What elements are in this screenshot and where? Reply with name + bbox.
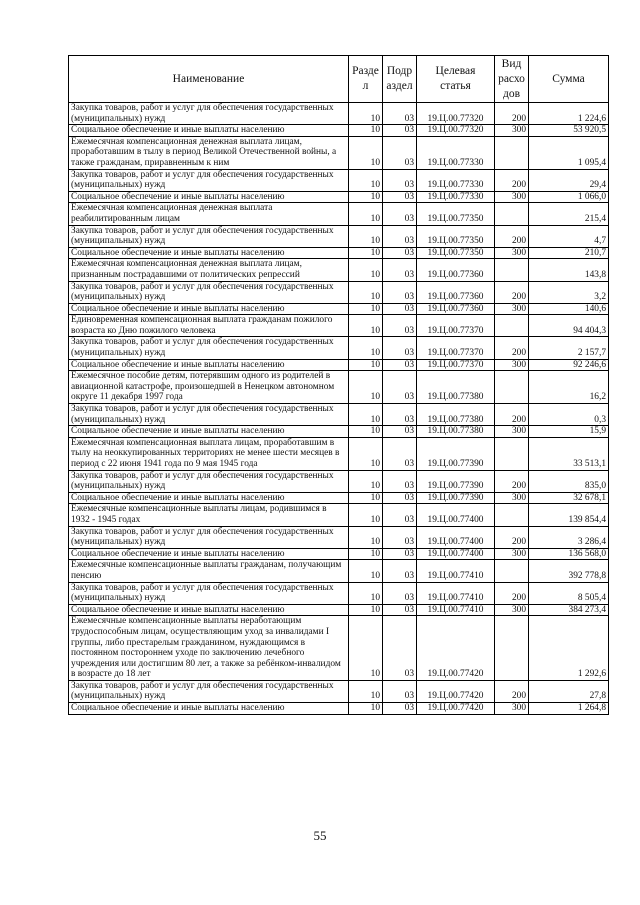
table-row: [69, 426, 609, 438]
cell-amount: 392 778,8: [529, 560, 609, 582]
cell-target: 19.Ц.00.77350: [417, 225, 495, 247]
cell-target: 19.Ц.00.77360: [417, 259, 495, 281]
cell-amount: 3,2: [529, 281, 609, 303]
cell-section: 10: [349, 470, 383, 492]
cell-subsection: 03: [383, 560, 417, 582]
cell-amount: 140,6: [529, 303, 609, 315]
cell-subsection: 03: [383, 680, 417, 702]
cell-subsection: 03: [383, 470, 417, 492]
table-row: [69, 404, 609, 426]
cell-target: 19.Ц.00.77330: [417, 169, 495, 191]
cell-name: Социальное обеспечение и иные выплаты населению: [69, 247, 349, 259]
cell-target: 19.Ц.00.77360: [417, 281, 495, 303]
cell-amount: 94 404,3: [529, 315, 609, 337]
cell-section: 10: [349, 582, 383, 604]
cell-amount: 139 854,4: [529, 504, 609, 526]
header-expense-type: Вид расхо дов: [495, 56, 529, 103]
cell-name: Социальное обеспечение и иные выплаты населению: [69, 604, 349, 616]
cell-subsection: 03: [383, 604, 417, 616]
cell-target: 19.Ц.00.77410: [417, 560, 495, 582]
cell-target: 19.Ц.00.77390: [417, 470, 495, 492]
cell-section: 10: [349, 281, 383, 303]
cell-section: 10: [349, 616, 383, 681]
cell-target: 19.Ц.00.77320: [417, 103, 495, 125]
header-subsection: Подр аздел: [383, 56, 417, 103]
cell-subsection: 03: [383, 504, 417, 526]
cell-amount: 33 513,1: [529, 437, 609, 470]
cell-target: 19.Ц.00.77420: [417, 616, 495, 681]
cell-target: 19.Ц.00.77400: [417, 504, 495, 526]
cell-subsection: 03: [383, 426, 417, 438]
cell-section: 10: [349, 604, 383, 616]
table-row: [69, 103, 609, 125]
cell-expense-type: 300: [495, 359, 529, 371]
table-row: [69, 492, 609, 504]
cell-section: 10: [349, 259, 383, 281]
cell-subsection: 03: [383, 437, 417, 470]
cell-expense-type: [495, 560, 529, 582]
cell-expense-type: [495, 616, 529, 681]
cell-section: 10: [349, 437, 383, 470]
cell-expense-type: 200: [495, 582, 529, 604]
cell-expense-type: 300: [495, 548, 529, 560]
table-row: [69, 259, 609, 281]
cell-name: Социальное обеспечение и иные выплаты населению: [69, 125, 349, 137]
cell-name: Закупка товаров, работ и услуг для обеспечения государственных (муниципальных) нужд: [69, 680, 349, 702]
cell-target: 19.Ц.00.77380: [417, 426, 495, 438]
cell-section: 10: [349, 103, 383, 125]
cell-target: 19.Ц.00.77410: [417, 604, 495, 616]
cell-target: 19.Ц.00.77350: [417, 203, 495, 225]
cell-amount: 27,8: [529, 680, 609, 702]
cell-name: Закупка товаров, работ и услуг для обеспечения государственных (муниципальных) нужд: [69, 404, 349, 426]
cell-section: 10: [349, 191, 383, 203]
cell-amount: 215,4: [529, 203, 609, 225]
cell-section: 10: [349, 371, 383, 404]
cell-amount: 15,9: [529, 426, 609, 438]
cell-subsection: 03: [383, 125, 417, 137]
cell-section: 10: [349, 504, 383, 526]
cell-name: Ежемесячные компенсационные выплаты неработающим трудоспособным лицам, осуществляющим уход за инвалидами I группы, либо престарелым гражданином, нуждающимся в постоянном постороннем уходе по заключению лечебного учреждения или достигшим 80 лет, а также за ребёнком-инвалидом в возрасте до 18 лет: [69, 616, 349, 681]
cell-amount: 835,0: [529, 470, 609, 492]
cell-section: 10: [349, 548, 383, 560]
cell-subsection: 03: [383, 191, 417, 203]
cell-amount: 2 157,7: [529, 337, 609, 359]
cell-amount: 1 066,0: [529, 191, 609, 203]
cell-expense-type: 300: [495, 247, 529, 259]
cell-expense-type: 300: [495, 191, 529, 203]
cell-amount: 1 264,8: [529, 703, 609, 715]
cell-subsection: 03: [383, 259, 417, 281]
cell-subsection: 03: [383, 103, 417, 125]
cell-subsection: 03: [383, 337, 417, 359]
cell-name: Закупка товаров, работ и услуг для обеспечения государственных (муниципальных) нужд: [69, 470, 349, 492]
cell-expense-type: 300: [495, 703, 529, 715]
table-row: [69, 470, 609, 492]
cell-section: 10: [349, 359, 383, 371]
cell-subsection: 03: [383, 225, 417, 247]
cell-section: 10: [349, 136, 383, 169]
cell-amount: 4,7: [529, 225, 609, 247]
cell-amount: 384 273,4: [529, 604, 609, 616]
cell-section: 10: [349, 203, 383, 225]
cell-amount: 1 224,6: [529, 103, 609, 125]
table-header-row: [69, 56, 609, 103]
cell-expense-type: 300: [495, 492, 529, 504]
cell-subsection: 03: [383, 169, 417, 191]
cell-name: Социальное обеспечение и иные выплаты населению: [69, 492, 349, 504]
table-row: [69, 371, 609, 404]
table-row: [69, 225, 609, 247]
cell-section: 10: [349, 404, 383, 426]
cell-target: 19.Ц.00.77420: [417, 703, 495, 715]
cell-section: 10: [349, 315, 383, 337]
cell-name: Закупка товаров, работ и услуг для обеспечения государственных (муниципальных) нужд: [69, 169, 349, 191]
cell-amount: 29,4: [529, 169, 609, 191]
table-row: [69, 526, 609, 548]
cell-expense-type: [495, 315, 529, 337]
cell-section: 10: [349, 337, 383, 359]
header-amount: Сумма: [529, 56, 609, 103]
cell-expense-type: 300: [495, 426, 529, 438]
cell-subsection: 03: [383, 371, 417, 404]
table-row: [69, 169, 609, 191]
cell-amount: 3 286,4: [529, 526, 609, 548]
cell-target: 19.Ц.00.77350: [417, 247, 495, 259]
cell-name: Закупка товаров, работ и услуг для обеспечения государственных (муниципальных) нужд: [69, 103, 349, 125]
cell-target: 19.Ц.00.77400: [417, 526, 495, 548]
cell-expense-type: 200: [495, 103, 529, 125]
table-row: [69, 504, 609, 526]
cell-name: Единовременная компенсационная выплата гражданам пожилого возраста ко Дню пожилого человека: [69, 315, 349, 337]
table-row: [69, 337, 609, 359]
cell-target: 19.Ц.00.77380: [417, 371, 495, 404]
table-row: [69, 616, 609, 681]
cell-expense-type: 200: [495, 225, 529, 247]
table-body: [69, 103, 609, 715]
cell-name: Закупка товаров, работ и услуг для обеспечения государственных (муниципальных) нужд: [69, 582, 349, 604]
table-row: [69, 680, 609, 702]
header-section: Разде л: [349, 56, 383, 103]
cell-expense-type: [495, 504, 529, 526]
cell-name: Социальное обеспечение и иные выплаты населению: [69, 548, 349, 560]
cell-target: 19.Ц.00.77370: [417, 337, 495, 359]
table-row: [69, 437, 609, 470]
budget-table-sheet: [68, 55, 608, 715]
cell-name: Социальное обеспечение и иные выплаты населению: [69, 426, 349, 438]
cell-subsection: 03: [383, 548, 417, 560]
cell-subsection: 03: [383, 359, 417, 371]
cell-amount: 32 678,1: [529, 492, 609, 504]
table-row: [69, 191, 609, 203]
cell-name: Закупка товаров, работ и услуг для обеспечения государственных (муниципальных) нужд: [69, 225, 349, 247]
cell-amount: 136 568,0: [529, 548, 609, 560]
cell-subsection: 03: [383, 703, 417, 715]
header-target: Целевая статья: [417, 56, 495, 103]
cell-section: 10: [349, 680, 383, 702]
cell-section: 10: [349, 247, 383, 259]
cell-expense-type: [495, 203, 529, 225]
cell-expense-type: [495, 136, 529, 169]
cell-target: 19.Ц.00.77320: [417, 125, 495, 137]
cell-amount: 1 095,4: [529, 136, 609, 169]
table-row: [69, 136, 609, 169]
cell-name: Ежемесячные компенсационные выплаты лицам, родившимся в 1932 - 1945 годах: [69, 504, 349, 526]
cell-expense-type: 200: [495, 526, 529, 548]
cell-subsection: 03: [383, 136, 417, 169]
cell-name: Закупка товаров, работ и услуг для обеспечения государственных (муниципальных) нужд: [69, 337, 349, 359]
cell-subsection: 03: [383, 247, 417, 259]
cell-target: 19.Ц.00.77420: [417, 680, 495, 702]
cell-target: 19.Ц.00.77330: [417, 191, 495, 203]
cell-name: Ежемесячные компенсационные выплаты гражданам, получающим пенсию: [69, 560, 349, 582]
cell-expense-type: 200: [495, 470, 529, 492]
table-row: [69, 604, 609, 616]
cell-section: 10: [349, 225, 383, 247]
cell-section: 10: [349, 125, 383, 137]
cell-expense-type: 300: [495, 125, 529, 137]
cell-subsection: 03: [383, 303, 417, 315]
cell-amount: 1 292,6: [529, 616, 609, 681]
cell-target: 19.Ц.00.77390: [417, 437, 495, 470]
cell-section: 10: [349, 303, 383, 315]
cell-name: Ежемесячная компенсационная денежная выплата лицам, проработавшим в тылу в период Великой Отечественной войны, а также гражданам, приравненным к ним: [69, 136, 349, 169]
cell-expense-type: 200: [495, 680, 529, 702]
cell-target: 19.Ц.00.77370: [417, 359, 495, 371]
cell-amount: 92 246,6: [529, 359, 609, 371]
cell-expense-type: [495, 259, 529, 281]
table-row: [69, 315, 609, 337]
cell-name: Ежемесячная компенсационная выплата лицам, проработавшим в тылу на неоккупированных территориях не менее шести месяцев в период с 22 июня 1941 года по 9 мая 1945 года: [69, 437, 349, 470]
cell-expense-type: 200: [495, 404, 529, 426]
cell-target: 19.Ц.00.77380: [417, 404, 495, 426]
header-name: Наименование: [69, 56, 349, 103]
cell-section: 10: [349, 526, 383, 548]
table-row: [69, 548, 609, 560]
cell-name: Социальное обеспечение и иные выплаты населению: [69, 303, 349, 315]
cell-section: 10: [349, 426, 383, 438]
cell-section: 10: [349, 560, 383, 582]
cell-subsection: 03: [383, 315, 417, 337]
cell-name: Закупка товаров, работ и услуг для обеспечения государственных (муниципальных) нужд: [69, 281, 349, 303]
cell-target: 19.Ц.00.77360: [417, 303, 495, 315]
cell-expense-type: [495, 371, 529, 404]
table-row: [69, 303, 609, 315]
cell-amount: 143,8: [529, 259, 609, 281]
cell-name: Социальное обеспечение и иные выплаты населению: [69, 359, 349, 371]
cell-subsection: 03: [383, 203, 417, 225]
cell-expense-type: [495, 437, 529, 470]
cell-target: 19.Ц.00.77390: [417, 492, 495, 504]
cell-expense-type: 200: [495, 169, 529, 191]
cell-target: 19.Ц.00.77370: [417, 315, 495, 337]
table-row: [69, 359, 609, 371]
cell-amount: 8 505,4: [529, 582, 609, 604]
table-row: [69, 703, 609, 715]
page-number: 55: [313, 828, 327, 843]
cell-subsection: 03: [383, 492, 417, 504]
cell-amount: 53 920,5: [529, 125, 609, 137]
budget-table: [68, 55, 609, 715]
table-row: [69, 560, 609, 582]
table-row: [69, 203, 609, 225]
cell-subsection: 03: [383, 616, 417, 681]
cell-amount: 210,7: [529, 247, 609, 259]
cell-subsection: 03: [383, 582, 417, 604]
cell-expense-type: 200: [495, 281, 529, 303]
table-row: [69, 125, 609, 137]
cell-amount: 16,2: [529, 371, 609, 404]
cell-name: Ежемесячная компенсационная денежная выплата реабилитированным лицам: [69, 203, 349, 225]
table-row: [69, 582, 609, 604]
cell-section: 10: [349, 703, 383, 715]
cell-name: Ежемесячное пособие детям, потерявшим одного из родителей в авиационной катастрофе, произошедшей в Ненецком автономном округе 11 декабря 1997 года: [69, 371, 349, 404]
cell-name: Закупка товаров, работ и услуг для обеспечения государственных (муниципальных) нужд: [69, 526, 349, 548]
table-row: [69, 281, 609, 303]
cell-target: 19.Ц.00.77400: [417, 548, 495, 560]
table-row: [69, 247, 609, 259]
cell-name: Социальное обеспечение и иные выплаты населению: [69, 191, 349, 203]
cell-target: 19.Ц.00.77410: [417, 582, 495, 604]
cell-subsection: 03: [383, 526, 417, 548]
cell-expense-type: 300: [495, 604, 529, 616]
cell-name: Социальное обеспечение и иные выплаты населению: [69, 703, 349, 715]
cell-subsection: 03: [383, 281, 417, 303]
cell-name: Ежемесячная компенсационная денежная выплата лицам, признанным пострадавшими от политических репрессий: [69, 259, 349, 281]
cell-section: 10: [349, 492, 383, 504]
cell-expense-type: 300: [495, 303, 529, 315]
cell-expense-type: 200: [495, 337, 529, 359]
cell-section: 10: [349, 169, 383, 191]
cell-subsection: 03: [383, 404, 417, 426]
cell-target: 19.Ц.00.77330: [417, 136, 495, 169]
cell-amount: 0,3: [529, 404, 609, 426]
